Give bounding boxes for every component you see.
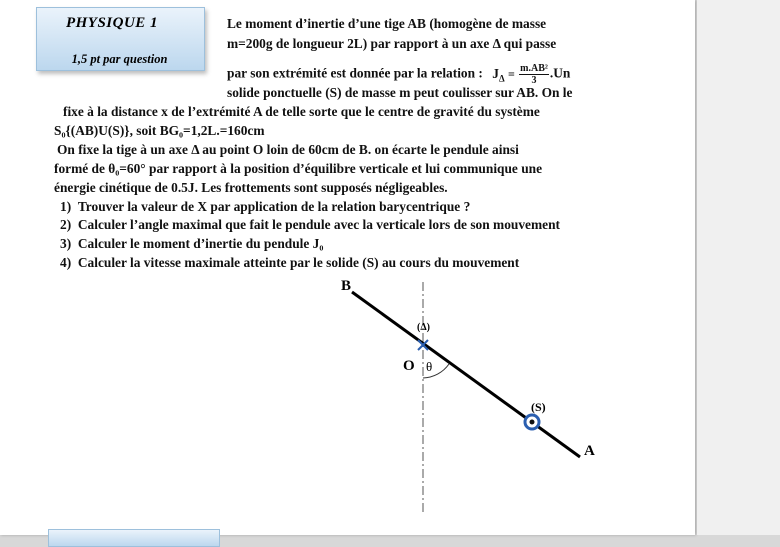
intro-line-8: formé de θ₀=60° par rapport à la position d’équilibre verticale et lui communique une: [54, 161, 543, 176]
next-exercise-header-box: [48, 529, 220, 547]
formula-subscript: Δ: [498, 73, 505, 84]
question-text: Calculer le moment d’inertie du pendule J₀: [77, 236, 324, 251]
rod-ab: [352, 292, 580, 457]
question-number: 4): [60, 255, 72, 270]
question-text: Trouver la valeur de X par application de la relation barycentrique ?: [77, 199, 471, 214]
question-number: 1): [60, 199, 72, 214]
intro-line-3-text: par son extrémité est donnée par la relation :: [227, 65, 483, 81]
intro-line-1: Le moment d’inertie d’une tige AB (homogène de masse: [227, 16, 547, 31]
question-text: Calculer la vitesse maximale atteinte par le solide (S) au cours du mouvement: [77, 255, 520, 270]
formula-numerator: m.AB²: [520, 63, 548, 74]
label-b: B: [341, 278, 352, 294]
formula-lhs: J: [492, 65, 499, 81]
question-number: 2): [60, 217, 72, 232]
solid-s-center: [530, 420, 535, 425]
question-text: Calculer l’angle maximal que fait le pendule avec la verticale lors de son mouvement: [77, 217, 560, 232]
points-per-question: 1,5 pt par question: [71, 52, 168, 66]
intro-line-6: S₀{(AB)U(S)}, soit BG₀=1,2L.=160cm: [54, 123, 265, 138]
intro-line-7: On fixe la tige à un axe Δ au point O loin de 60cm de B. on écarte le pendule ainsi: [57, 142, 519, 157]
intro-line-4: solide ponctuelle (S) de masse m peut coulisser sur AB. On le: [227, 85, 573, 100]
intro-line-2: m=200g de longueur 2L) par rapport à un axe Δ qui passe: [227, 36, 557, 51]
question-number: 3): [60, 236, 72, 251]
intro-line-5: fixe à la distance x de l’extrémité A de telle sorte que le centre de gravité du système: [63, 104, 540, 119]
formula-denominator: 3: [531, 75, 537, 86]
inertia-formula: $J_\Delta$ = $\frac{\text{m.AB²}}{3}$: [492, 63, 548, 86]
label-axis-delta: (Δ): [417, 322, 430, 333]
intro-line-3-end: .Un: [549, 65, 571, 81]
intro-line-9: énergie cinétique de 0.5J. Les frottements sont supposés négligeables.: [54, 180, 448, 195]
label-o: O: [403, 358, 415, 374]
label-s: (S): [531, 400, 546, 414]
exercise-title: PHYSIQUE 1: [65, 15, 159, 31]
viewer-side-panel: [697, 0, 780, 535]
label-a: A: [584, 443, 595, 459]
label-theta: θ: [426, 359, 433, 374]
